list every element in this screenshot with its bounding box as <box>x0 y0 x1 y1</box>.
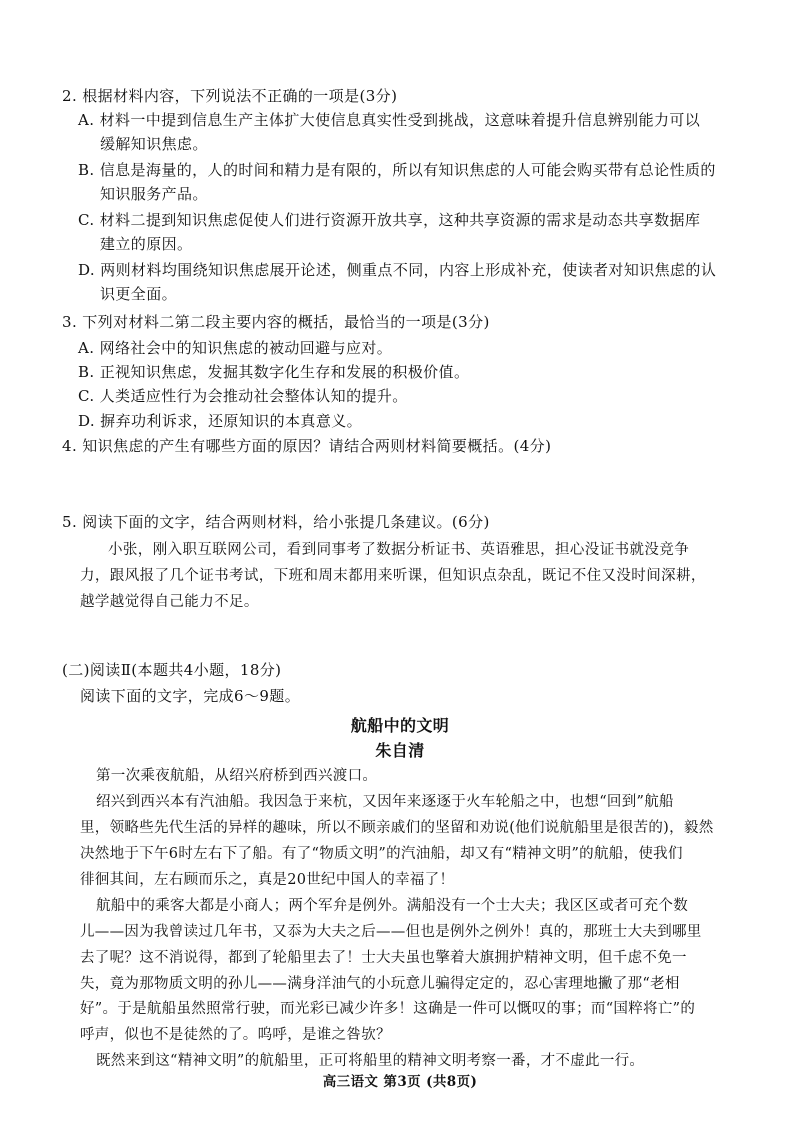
q2-option-c: C. 材料二提到知识焦虑促使人们进行资源开放共享，这种共享资源的需求是动态共享数据库 <box>78 211 701 229</box>
passage-line: 决然地于下午6时左右下了船。有了“物质文明”的汽油船，却又有“精神文明”的航船，使我们 <box>80 846 683 862</box>
passage-line: 儿——因为我曾读过几年书，又忝为大夫之后——但也是例外之例外！真的，那班士大夫到哪里 <box>80 924 702 940</box>
passage-line: 去了呢？这不消说得，都到了轮船里去了！士大夫虽也擎着大旗拥护精神文明，但千虑不免一 <box>80 950 687 966</box>
q2-option-b-cont: 知识服务产品。 <box>100 185 208 203</box>
q3-option-d: D. 摒弃功利诉求，还原知识的本真意义。 <box>78 412 363 430</box>
q3-option-c: C. 人类适应性行为会推动社会整体认知的提升。 <box>78 387 408 405</box>
passage-line: 第一次乘夜航船，从绍兴府桥到西兴渡口。 <box>96 768 378 784</box>
passage-line: 呼声，似也不是徒然的了。呜呼，是谁之咎欤？ <box>80 1027 391 1043</box>
passage-line: 绍兴到西兴本有汽油船。我因急于来杭，又因年来逐逐于火车轮船之中，也想“回到”航船 <box>96 794 674 810</box>
passage-line: 里，领略些先代生活的异样的趣味，所以不顾亲戚们的坚留和劝说(他们说航船里是很苦的)，毅然 <box>80 820 714 836</box>
passage-line: 好”。于是航船虽然照常行驶，而光彩已减少许多！这确是一件可以慨叹的事；而“国粹将亡”的 <box>80 1001 696 1017</box>
q3-option-b: B. 正视知识焦虑，发掘其数字化生存和发展的积极价值。 <box>78 363 470 381</box>
q2-option-c-cont: 建立的原因。 <box>100 235 193 253</box>
q2-option-d-cont: 识更全面。 <box>100 285 178 303</box>
q2-option-a-cont: 缓解知识焦虑。 <box>100 135 208 153</box>
q2-option-a: A. 材料一中提到信息生产主体扩大使信息真实性受到挑战，这意味着提升信息辨别能力可以 <box>78 111 701 129</box>
section-2-instruction: 阅读下面的文字，完成6～9题。 <box>80 687 301 705</box>
question-2-stem: 2. 根据材料内容，下列说法不正确的一项是(3分) <box>62 87 398 105</box>
passage-author: 朱自清 <box>375 741 425 760</box>
passage-line: 既然来到这“精神文明”的航船里，正可将船里的精神文明考察一番，才不虚此一行。 <box>96 1053 645 1069</box>
question-3-stem: 3. 下列对材料二第二段主要内容的概括，最恰当的一项是(3分) <box>62 313 490 331</box>
q2-option-b: B. 信息是海量的，人的时间和精力是有限的，所以有知识焦虑的人可能会购买带有总论性质的 <box>78 161 716 179</box>
q5-passage-line-2: 力，跟风报了几个证书考试，下班和周末都用来听课，但知识点杂乱，既记不住又没时间深耕， <box>80 568 706 584</box>
q3-option-a: A. 网络社会中的知识焦虑的被动回避与应对。 <box>78 339 393 357</box>
passage-title: 航船中的文明 <box>350 716 450 735</box>
question-4-stem: 4. 知识焦虑的产生有哪些方面的原因？请结合两则材料简要概括。(4分) <box>62 437 552 455</box>
section-2-heading: (二)阅读Ⅱ(本题共4小题，18分) <box>62 661 282 679</box>
q2-option-d: D. 两则材料均围绕知识焦虑展开论述，侧重点不同，内容上形成补充，使读者对知识焦虑的认 <box>78 261 717 279</box>
question-5-stem: 5. 阅读下面的文字，结合两则材料，给小张提几条建议。(6分) <box>62 513 490 531</box>
passage-line: 失，竟为那物质文明的孙儿——满身洋油气的小玩意儿骗得定定的，忍心害理地撇了那“老相 <box>80 976 680 992</box>
passage-line: 航船中的乘客大都是小商人；两个军弁是例外。满船没有一个士大夫；我区区或者可充个数 <box>96 898 688 914</box>
passage-line: 徘徊其间，左右顾而乐之，真是20世纪中国人的幸福了！ <box>80 872 455 888</box>
q5-passage-line-1: 小张，刚入职互联网公司，看到同事考了数据分析证书、英语雅思，担心没证书就没竞争 <box>108 542 690 558</box>
page-footer: 高三语文 第3页 (共8页) <box>322 1074 478 1090</box>
q5-passage-line-3: 越学越觉得自己能力不足。 <box>80 594 259 610</box>
